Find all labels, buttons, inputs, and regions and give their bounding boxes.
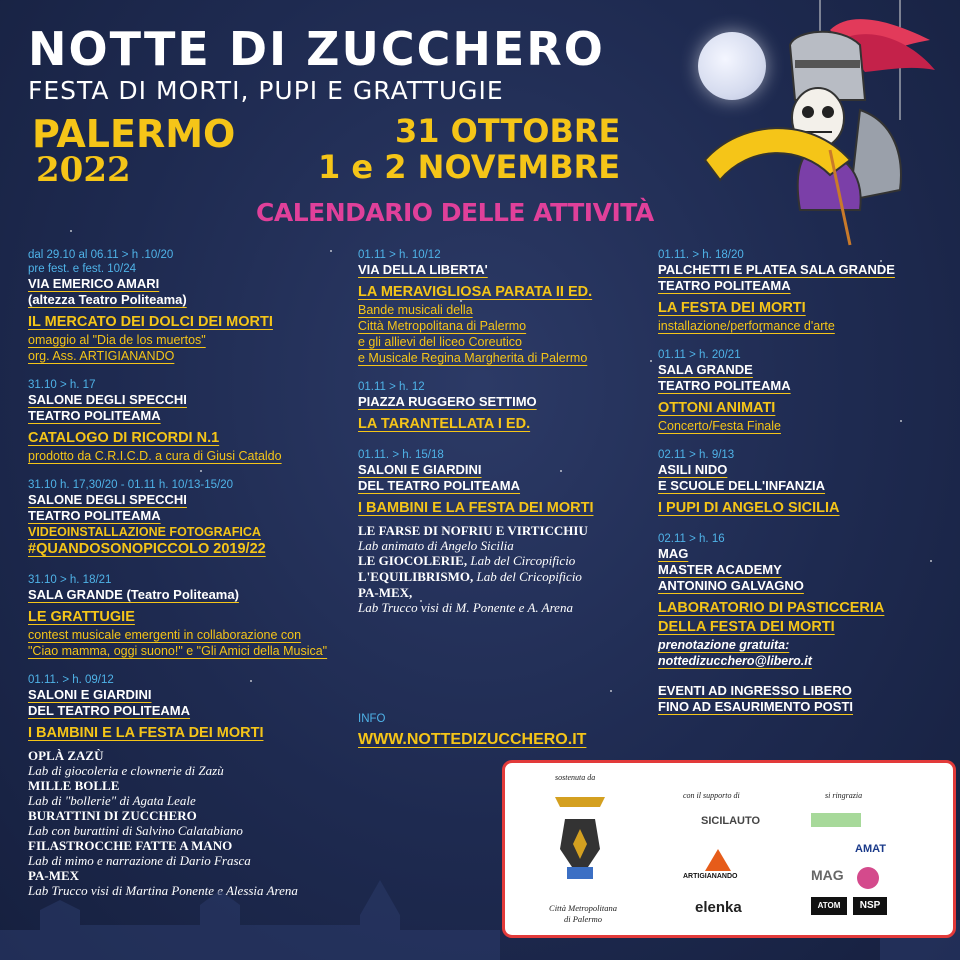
circle-logo: [857, 867, 879, 889]
activity-desc: Lab con burattini di Salvino Calatabiano: [28, 823, 243, 838]
schedule-event: LA MERAVIGLIOSA PARATA II ED.: [358, 284, 593, 300]
info-label: INFO: [358, 713, 386, 725]
schedule-block: [658, 348, 948, 434]
activity-line: [358, 553, 648, 569]
sponsor-box: [502, 760, 956, 938]
schedule-block: [28, 673, 368, 898]
schedule-block: [358, 380, 648, 434]
schedule-place: TEATRO POLITEAMA: [28, 408, 161, 423]
schedule-event: IL MERCATO DEI DOLCI DEI MORTI: [28, 314, 273, 330]
schedule-block: [358, 448, 648, 615]
event-subtitle: FESTA DI MORTI, PUPI E GRATTUGIE: [28, 76, 504, 105]
schedule-place: MAG: [658, 546, 689, 561]
city-coat-of-arms-logo: [545, 789, 615, 894]
free-entry-note: EVENTI AD INGRESSO LIBERO: [658, 683, 852, 698]
sponsor-sustained-label: sostenuta da: [555, 773, 596, 782]
schedule-desc: prodotto da C.R.I.C.D. a cura di Giusi Cataldo: [28, 449, 282, 463]
schedule-event: LE GRATTUGIE: [28, 609, 135, 625]
spis-logo: [811, 813, 861, 827]
schedule-block: [658, 448, 948, 518]
schedule-time: 01.11 > h. 20/21: [658, 349, 741, 361]
schedule-event: I PUPI DI ANGELO SICILIA: [658, 500, 840, 516]
schedule-column-1: [28, 248, 368, 912]
schedule-time: 31.10 > h. 17: [28, 379, 96, 391]
schedule-time: 02.11 > h. 9/13: [658, 449, 735, 461]
schedule-event: I BAMBINI E LA FESTA DEI MORTI: [28, 725, 264, 741]
schedule-place: SALONE DEGLI SPECCHI: [28, 392, 187, 407]
schedule-desc: Concerto/Festa Finale: [658, 419, 781, 433]
schedule-place: VIA DELLA LIBERTA': [358, 262, 488, 277]
schedule-event: I BAMBINI E LA FESTA DEI MORTI: [358, 500, 594, 516]
schedule-desc: installazione/performance d'arte: [658, 319, 835, 333]
mag-logo: MAG: [811, 867, 844, 883]
schedule-place: MASTER ACADEMY: [658, 562, 782, 577]
activity-name: LE FARSE DI NOFRIU E VIRTICCHIU: [358, 523, 588, 538]
event-date-line1: 31 OTTOBRE: [395, 112, 621, 150]
schedule-desc: "Ciao mamma, oggi suono!" e "Gli Amici della Musica": [28, 644, 328, 658]
event-year: 2022: [36, 150, 131, 190]
activity-desc: Lab Trucco visi di Martina Ponente e Alessia Arena: [28, 883, 298, 898]
activity-desc: Lab animato di Angelo Sicilia: [358, 538, 514, 553]
atom-logo: ATOM: [811, 897, 847, 915]
activity-desc: Lab di giocoleria e clownerie di Zazù: [28, 763, 224, 778]
schedule-place: E SCUOLE DELL'INFANZIA: [658, 478, 826, 493]
calendar-heading: CALENDARIO DELLE ATTIVITÀ: [256, 198, 654, 227]
knight-puppet-illustration: [700, 0, 950, 250]
schedule-place: SALONI E GIARDINI: [28, 687, 152, 702]
info-website-link[interactable]: WWW.NOTTEDIZUCCHERO.IT: [358, 731, 587, 748]
activity-desc: Lab di "bollerie" di Agata Leale: [28, 793, 196, 808]
schedule-time: 01.11 > h. 12: [358, 381, 425, 393]
booking-email-link[interactable]: nottedizucchero@libero.it: [658, 654, 812, 668]
sponsor-city-line2: di Palermo: [563, 914, 602, 924]
sponsor-support-label: con il supporto di: [683, 791, 740, 800]
activity-name: L'EQUILIBRISMO,: [358, 569, 474, 584]
schedule-event: VIDEOINSTALLAZIONE FOTOGRAFICA: [28, 525, 261, 539]
schedule-column-2: [358, 248, 648, 629]
schedule-time: pre fest. e fest. 10/24: [28, 263, 137, 275]
schedule-place: SALONI E GIARDINI: [358, 462, 482, 477]
free-entry-note: FINO AD ESAURIMENTO POSTI: [658, 699, 854, 714]
activity-desc: Lab del Cricopificio: [473, 569, 582, 584]
schedule-place: ANTONINO GALVAGNO: [658, 578, 804, 593]
schedule-place: DEL TEATRO POLITEAMA: [28, 703, 191, 718]
schedule-block: [28, 478, 368, 559]
schedule-desc: e gli allievi del liceo Coreutico: [358, 335, 522, 349]
amat-logo: AMAT: [855, 843, 886, 855]
schedule-place: SALA GRANDE: [658, 362, 753, 377]
activity-desc: Lab Trucco visi di M. Ponente e A. Arena: [358, 600, 573, 615]
sponsor-thanks-label: si ringrazia: [825, 791, 863, 800]
schedule-place: TEATRO POLITEAMA: [658, 378, 791, 393]
schedule-event: DELLA FESTA DEI MORTI: [658, 619, 835, 635]
schedule-time: 01.11. > h. 15/18: [358, 449, 444, 461]
activity-desc: Lab del Circopificio: [467, 553, 576, 568]
schedule-event: LA FESTA DEI MORTI: [658, 300, 806, 316]
schedule-time: 31.10 h. 17,30/20 - 01.11 h. 10/13-15/20: [28, 479, 234, 491]
schedule-place: SALA GRANDE (Teatro Politeama): [28, 587, 239, 602]
schedule-desc: contest musicale emergenti in collaborazione con: [28, 628, 302, 642]
schedule-time: 31.10 > h. 18/21: [28, 574, 112, 586]
event-date-line2: 1 e 2 NOVEMBRE: [318, 148, 621, 186]
schedule-place: TEATRO POLITEAMA: [658, 278, 791, 293]
event-title: NOTTE DI ZUCCHERO: [28, 22, 605, 76]
schedule-place: TEATRO POLITEAMA: [28, 508, 161, 523]
schedule-desc: e Musicale Regina Margherita di Palermo: [358, 351, 588, 365]
schedule-event: LA TARANTELLATA I ED.: [358, 416, 531, 432]
schedule-block: [658, 248, 948, 334]
schedule-desc: Bande musicali della: [358, 303, 473, 317]
event-city: PALERMO: [32, 112, 236, 156]
schedule-event: LABORATORIO DI PASTICCERIA: [658, 600, 885, 616]
schedule-time: dal 29.10 al 06.11 > h .10/20: [28, 249, 174, 261]
schedule-block: [358, 248, 648, 366]
schedule-time: 01.11. > h. 18/20: [658, 249, 744, 261]
activity-line: [358, 569, 648, 585]
elenka-logo: elenka: [695, 899, 742, 916]
activity-desc: Lab di mimo e narrazione di Dario Frasca: [28, 853, 251, 868]
schedule-place: ASILI NIDO: [658, 462, 728, 477]
schedule-block: [658, 532, 948, 669]
schedule-block: [28, 248, 368, 364]
schedule-desc: org. Ass. ARTIGIANANDO: [28, 349, 175, 363]
activity-name: BURATTINI DI ZUCCHERO: [28, 808, 197, 823]
sponsor-city-line1: Città Metropolitana: [549, 903, 617, 913]
schedule-place: (altezza Teatro Politeama): [28, 292, 187, 307]
nsp-logo: NSP: [853, 897, 887, 915]
activity-name: LE GIOCOLERIE,: [358, 553, 468, 568]
schedule-desc: omaggio al "Dia de los muertos": [28, 333, 206, 347]
schedule-place: SALONE DEGLI SPECCHI: [28, 492, 187, 507]
schedule-event: CATALOGO DI RICORDI N.1: [28, 430, 220, 446]
schedule-event: #QUANDOSONOPICCOLO 2019/22: [28, 541, 266, 557]
sicilauto-logo: SICILAUTO: [701, 815, 761, 827]
schedule-time: 01.11 > h. 10/12: [358, 249, 441, 261]
booking-note: prenotazione gratuita:: [658, 638, 790, 652]
schedule-place: PIAZZA RUGGERO SETTIMO: [358, 394, 537, 409]
artigianando-logo-icon: [705, 849, 731, 871]
artigianando-logo: ARTIGIANANDO: [683, 873, 738, 880]
schedule-place: PALCHETTI E PLATEA SALA GRANDE: [658, 262, 895, 277]
schedule-desc: Città Metropolitana di Palermo: [358, 319, 527, 333]
schedule-time: 01.11. > h. 09/12: [28, 674, 114, 686]
activity-name: OPLÀ ZAZÙ: [28, 748, 104, 763]
activity-name: PA-MEX,: [358, 585, 413, 600]
schedule-block: [28, 378, 368, 464]
schedule-place: DEL TEATRO POLITEAMA: [358, 478, 521, 493]
schedule-place: VIA EMERICO AMARI: [28, 276, 160, 291]
activity-name: PA-MEX: [28, 868, 80, 883]
schedule-event: OTTONI ANIMATI: [658, 400, 776, 416]
schedule-block: [28, 573, 368, 659]
activity-name: FILASTROCCHE FATTE A MANO: [28, 838, 233, 853]
activity-name: MILLE BOLLE: [28, 778, 120, 793]
schedule-time: 02.11 > h. 16: [658, 533, 725, 545]
schedule-column-3: [658, 248, 948, 715]
